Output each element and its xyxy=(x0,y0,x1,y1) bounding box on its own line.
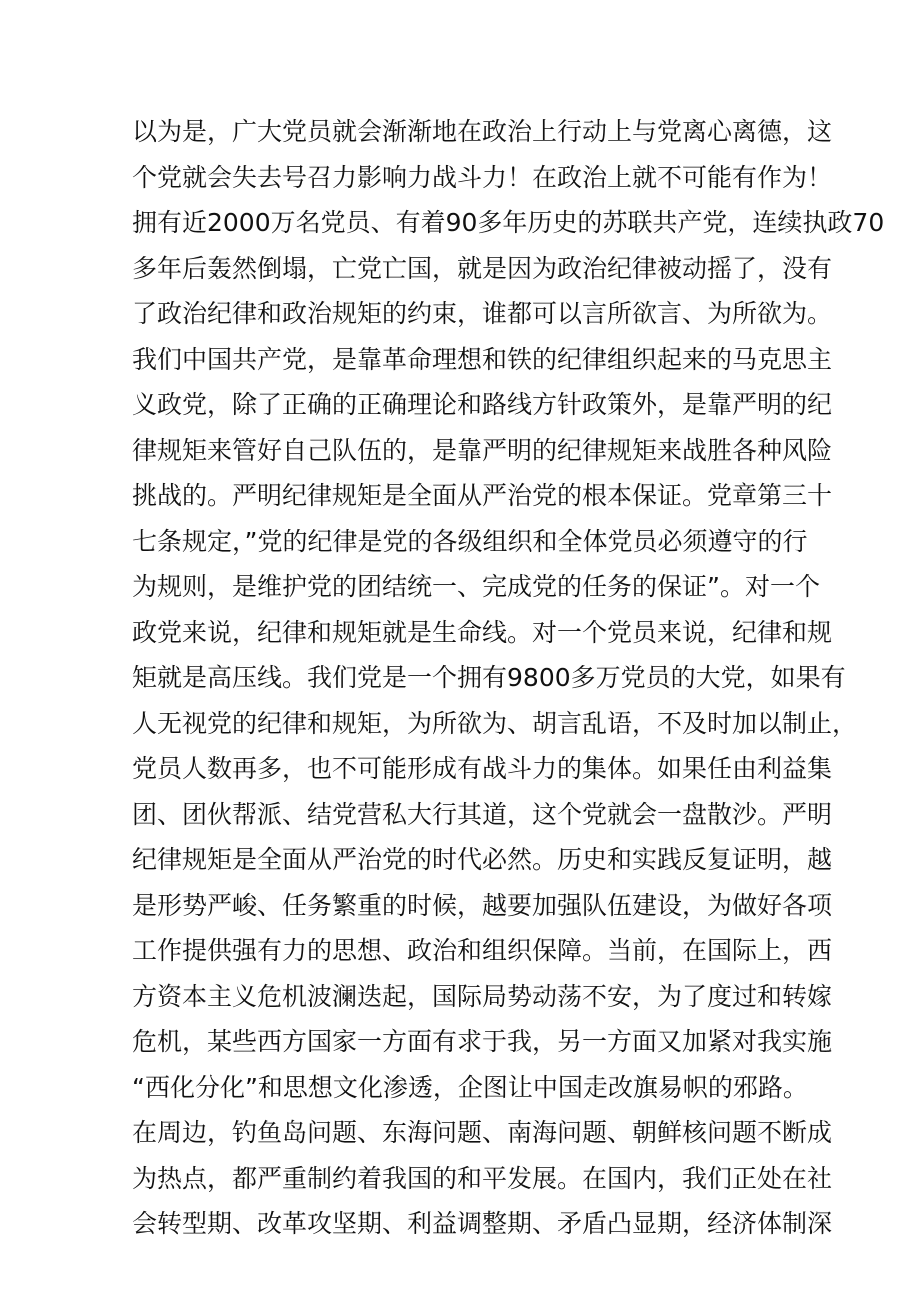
text-line: 危机，某些西方国家一方面有求于我，另一方面又加紧对我实施 xyxy=(132,1027,833,1056)
text-line: 政党来说，纪律和规矩就是生命线。对一个党员来说，纪律和规 xyxy=(132,617,833,647)
text-line: “西化分化”和思想文化渗透，企图让中国走改旗易帜的邪路。 xyxy=(132,1072,808,1102)
body-text xyxy=(132,109,885,1247)
text-line: 方资本主义危机波澜迭起，国际局势动荡不安，为了度过和转嫁 xyxy=(132,981,833,1011)
text-line: 为热点，都严重制约着我国的和平发展。在国内，我们正处在社 xyxy=(132,1163,833,1193)
text-line: 以为是，广大党员就会渐渐地在政治上行动上与党离心离德，这 xyxy=(132,117,833,146)
text-line: 七条规定，”党的纪律是党的各级组织和全体党员必须遵守的行 xyxy=(132,526,808,556)
text-line: 个党就会失去号召力影响力战斗力！在政治上就不可能有作为！ xyxy=(132,162,833,192)
text-line: 党员人数再多，也不可能形成有战斗力的集体。如果任由利益集 xyxy=(132,754,833,783)
text-line: 挑战的。严明纪律规矩是全面从严治党的根本保证。党章第三十 xyxy=(132,481,833,510)
text-line: 为规则，是维护党的团结统一、完成党的任务的保证”。对一个 xyxy=(132,572,820,601)
text-line: 纪律规矩是全面从严治党的时代必然。历史和实践反复证明，越 xyxy=(132,845,833,874)
text-line: 拥有近2000万名党员、有着90多年历史的苏联共产党，连续执政70 xyxy=(132,208,885,237)
text-line: 矩就是高压线。我们党是一个拥有9800多万党员的大党，如果有 xyxy=(132,663,846,692)
text-line: 在周边，钓鱼岛问题、东海问题、南海问题、朝鲜核问题不断成 xyxy=(132,1118,833,1147)
text-line: 我们中国共产党，是靠革命理想和铁的纪律组织起来的马克思主 xyxy=(132,344,833,374)
text-line: 工作提供强有力的思想、政治和组织保障。当前，在国际上，西 xyxy=(132,936,833,965)
text-line: 义政党，除了正确的正确理论和路线方针政策外，是靠严明的纪 xyxy=(132,390,833,419)
text-line: 人无视党的纪律和规矩，为所欲为、胡言乱语，不及时加以制止， xyxy=(132,708,858,738)
text-line: 团、团伙帮派、结党营私大行其道，这个党就会一盘散沙。严明 xyxy=(132,799,833,829)
text-line: 律规矩来管好自己队伍的，是靠严明的纪律规矩来战胜各种风险 xyxy=(132,435,833,465)
text-line: 是形势严峻、任务繁重的时候，越要加强队伍建设，为做好各项 xyxy=(132,890,833,920)
text-line: 了政治纪律和政治规矩的约束，谁都可以言所欲言、为所欲为。 xyxy=(132,299,833,328)
text-line: 多年后轰然倒塌，亡党亡国，就是因为政治纪律被动摇了，没有 xyxy=(132,253,833,283)
text-line: 会转型期、改革攻坚期、利益调整期、矛盾凸显期，经济体制深 xyxy=(132,1209,833,1238)
